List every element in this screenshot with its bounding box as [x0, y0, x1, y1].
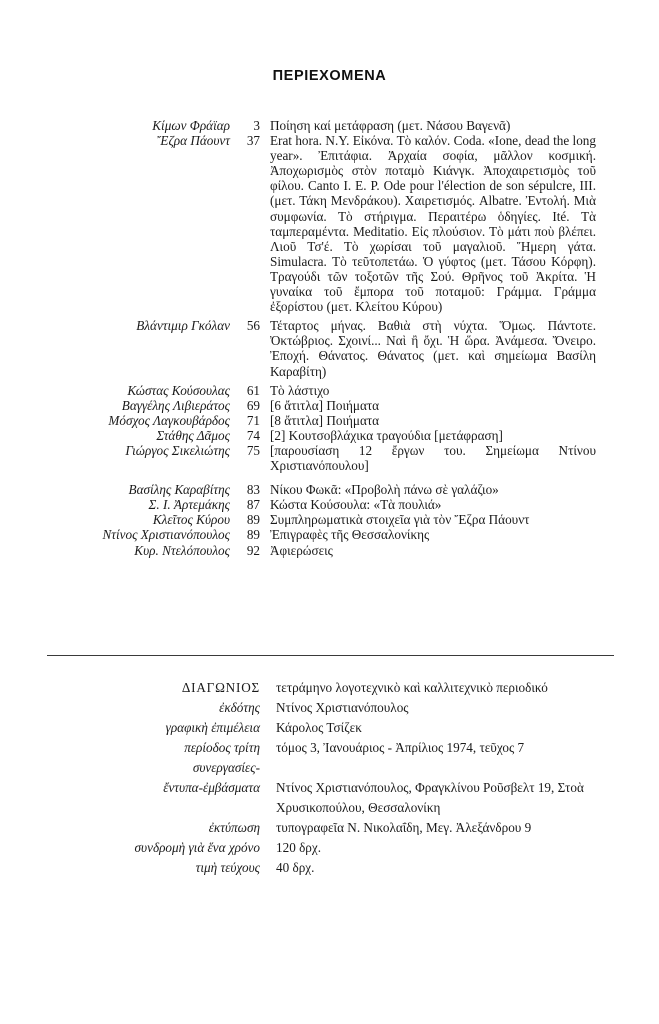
toc-description: Ἐπιγραφὲς τῆς Θεσσαλονίκης [270, 527, 430, 543]
colophon-value: Κάρολος Τσίζεκ [276, 720, 362, 735]
toc-page-number: 89 [246, 527, 260, 543]
toc-page-number: 71 [246, 412, 260, 428]
toc-entry [96, 118, 596, 133]
toc-page-number: 3 [253, 118, 260, 133]
toc-author: Στάθης Δᾶμος [156, 427, 230, 443]
toc-author: Βλάντιμιρ Γκόλαν [136, 318, 230, 334]
colophon-label: συνεργασίες- [192, 760, 260, 775]
toc-entry [96, 497, 596, 512]
toc-description: [6 ἄτιτλα] Ποιήματα [270, 397, 380, 413]
page-title: ΠΕΡΙΕΧΟΜΕΝΑ [272, 68, 387, 84]
spacer [96, 473, 596, 482]
colophon-row [96, 778, 616, 818]
toc-author: Κυρ. Ντελόπουλος [134, 542, 230, 558]
toc-author: Ντίνος Χριστιανόπουλος [102, 527, 230, 543]
toc-page-number: 61 [246, 382, 260, 398]
toc-page-number: 56 [246, 318, 260, 334]
toc-page-number: 74 [246, 427, 260, 443]
colophon-row [96, 738, 616, 758]
toc-entry [96, 428, 596, 443]
colophon-row [96, 858, 616, 878]
colophon-label: περίοδος τρίτη [184, 740, 260, 755]
toc-author: Σ. Ι. Ἀρτεμάκης [148, 497, 230, 513]
toc-description: [8 ἄτιτλα] Ποιήματα [270, 412, 380, 428]
toc-page-number: 83 [246, 482, 260, 498]
colophon-row [96, 838, 616, 858]
toc-description: Κώστα Κούσουλα: «Τὰ πουλιά» [270, 497, 442, 513]
colophon-value [276, 758, 616, 778]
table-of-contents [96, 118, 596, 558]
toc-author: Μόσχος Λαγκουβάρδος [108, 412, 230, 428]
toc-page-number: 87 [246, 497, 260, 513]
colophon-row [96, 698, 616, 718]
colophon-value: 120 δρχ. [276, 840, 322, 855]
toc-description: Ποίηση καί μετάφραση (μετ. Νάσου Βαγενᾶ) [270, 118, 511, 133]
colophon-label: ἔντυπα-ἐμβάσματα [163, 780, 260, 795]
colophon-value: τετράμηνο λογοτεχνικὸ καὶ καλλιτεχνικὸ περιοδικό [276, 680, 548, 695]
toc-description: Τέταρτος μήνας. Βαθιὰ στὴ νύχτα. Ὅμως. Πάντοτε. Ὀκτώβριος. Σχοινί... Ναὶ ἢ ὄχι. Ἡ ὥρα. Ἀνάμεσα. Ὄνειρο. Ἐποχή. Θάνατος. Θάνατος (μετ. καὶ σημείωμα Βασίλη Καραβίτη) [270, 318, 596, 379]
colophon [96, 678, 616, 878]
toc-entry [96, 133, 596, 314]
toc-entry [96, 527, 596, 542]
toc-entry [96, 383, 596, 398]
toc-author: Κλεῖτος Κύρου [152, 512, 230, 528]
colophon-label: ἐκτύπωση [208, 820, 260, 835]
colophon-label: τιμὴ τεύχους [195, 860, 260, 875]
colophon-value: τόμος 3, Ἰανουάριος - Ἀπρίλιος 1974, τεῦχος 7 [276, 740, 525, 755]
toc-description: Τὸ λάστιχο [270, 382, 330, 398]
toc-entry [96, 482, 596, 497]
colophon-label: συνδρομὴ γιὰ ἕνα χρόνο [134, 840, 260, 855]
colophon-label: ΔΙΑΓΩΝΙΟΣ [181, 680, 260, 695]
toc-author: Ἔζρα Πάουντ [157, 133, 230, 149]
section-divider [47, 655, 614, 656]
toc-page-number: 92 [246, 542, 260, 558]
toc-description: [2] Κουτσοβλάχικα τραγούδια [μετάφραση] [270, 427, 503, 443]
toc-entry [96, 512, 596, 527]
toc-author: Βαγγέλης Λιβιεράτος [121, 397, 230, 413]
colophon-row [96, 758, 616, 778]
toc-entry [96, 318, 596, 378]
toc-author: Γιώργος Σικελιώτης [125, 442, 230, 458]
toc-page-number: 75 [246, 442, 260, 458]
toc-entry [96, 413, 596, 428]
toc-entry [96, 398, 596, 413]
colophon-row [96, 818, 616, 838]
toc-description: [παρουσίαση 12 ἔργων του. Σημείωμα Ντίνου Χριστιανόπουλου] [270, 442, 596, 474]
toc-page-number: 69 [246, 397, 260, 413]
colophon-label: ἐκδότης [219, 700, 260, 715]
colophon-label: γραφικὴ ἐπιμέλεια [165, 720, 260, 735]
toc-author: Κώστας Κούσουλας [127, 382, 230, 398]
colophon-row [96, 678, 616, 698]
toc-author: Βασίλης Καραβίτης [128, 482, 230, 498]
colophon-value: τυπογραφεῖα Ν. Νικολαΐδη, Μεγ. Ἀλεξάνδρου 9 [276, 820, 532, 835]
colophon-value: Ντίνος Χριστιανόπουλος, Φραγκλίνου Ροῦσβελτ 19, Στοὰ Χρυσικοπούλου, Θεσσαλονίκη [276, 780, 584, 815]
colophon-row [96, 718, 616, 738]
toc-page-number: 37 [246, 133, 260, 149]
toc-entry [96, 443, 596, 473]
toc-page-number: 89 [246, 512, 260, 528]
toc-entry [96, 543, 596, 558]
colophon-value: Ντίνος Χριστιανόπουλος [276, 700, 409, 715]
toc-author: Κίμων Φράϊαρ [152, 118, 230, 133]
colophon-value: 40 δρχ. [276, 860, 315, 875]
toc-description: Ἀφιερώσεις [270, 542, 333, 558]
toc-description: Νίκου Φωκᾶ: «Προβολὴ πάνω σὲ γαλάζιο» [270, 482, 499, 498]
toc-description: Συμπληρωματικὰ στοιχεῖα γιὰ τὸν Ἔζρα Πάουντ [270, 512, 530, 528]
toc-description: Erat hora. N.Y. Εἰκόνα. Τὸ καλόν. Coda. «Ione, dead the long year». Ἐπιτάφια. Ἀρχαία σοφία, μᾶλλον κοσμική. Ἀποχωρισμὸς στὸν ποταμὸ Κιάνγκ. Ἀποχαιρετισμὸς τοῦ φίλου. Canto I. E. P. Ode pour l'élection de son sépulcre, III. (μετ. Τάκη Μενδράκου). Χαιρετισμός. Albatre. Ἐντολή. Μιὰ συμφωνία. Τὸ στήριγμα. Περαιτέρω ὁδηγίες. Ité. Τὰ ταμπεραμέντα. Meditatio. Εἰς πλούσιον. Τὸ μάτι ποὺ βλέπει. Λιοῦ Τσ'έ. Τὸ χωρίσαι τοῦ μαγαλιοῦ. Ἥμερη γάτα. Simulacra. Τὸ τεῦτοπετάω. Ὁ γύφτος (μετ. Τάσου Κόρφη). Τραγούδι τῶν τοξοτῶν τῆς Σού. Θρῆνος τοῦ Ἀκρίτα. Ἡ γυναίκα τοῦ ἔμπορα τοῦ ποταμοῦ: Γράμμα. Γράμμα ἐξορίστου (μετ. Κλείτου Κύρου) [270, 133, 596, 315]
